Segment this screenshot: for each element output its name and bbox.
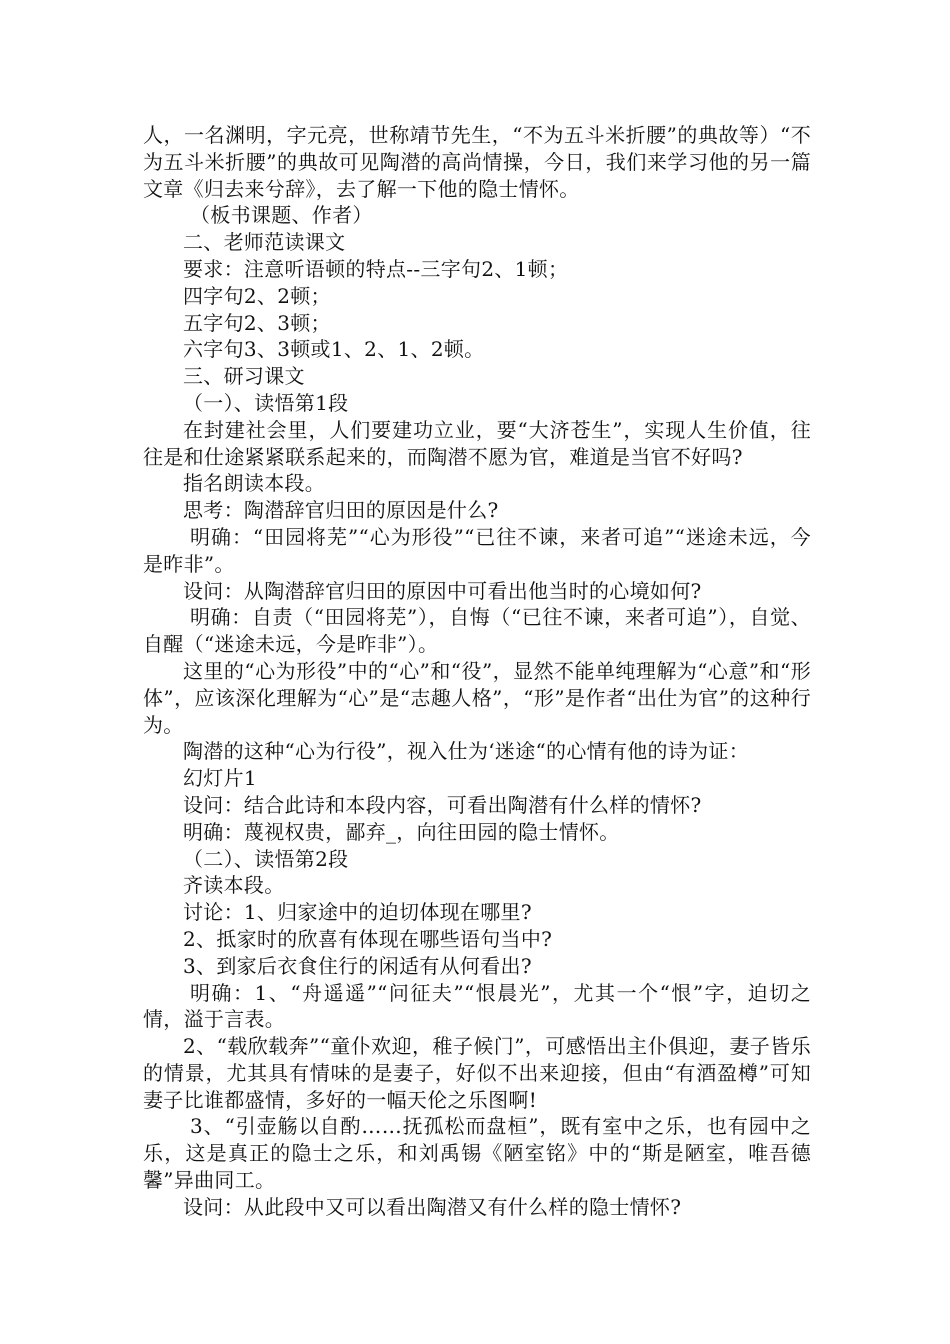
paragraph-clarify-3: 3、“引壶觞以自酌……抚孤松而盘桓”，既有室中之乐，也有园中之乐，这是真正的隐士之乐，和刘禹锡《陋室铭》中的“斯是陋室，唯吾德馨”异曲同工。 bbox=[143, 1114, 811, 1193]
paragraph-read-aloud: 指名朗读本段。 bbox=[183, 471, 326, 496]
paragraph-feudal-society: 在封建社会里，人们要建功立业，要“大济苍生”，实现人生价值，往往是和仕途紧紧联系起来的，而陶潜不愿为官，难道是当官不好吗? bbox=[143, 417, 811, 469]
paragraph-question-mood: 设问：从陶潜辞官归田的原因中可看出他当时的心境如何? bbox=[183, 578, 702, 603]
paragraph-clarify-1: 明确：1、“舟遥遥”“问征夫”“恨晨光”，尤其一个“恨”字，迫切之情，溢于言表。 bbox=[143, 980, 811, 1032]
paragraph-discussion-3: 3、到家后衣食住行的闲适有从何看出? bbox=[183, 953, 532, 978]
subsection-heading-paragraph-2: （二）、读悟第2段 bbox=[183, 846, 349, 871]
paragraph-four-char: 四字句2、2顿； bbox=[183, 283, 331, 308]
paragraph-board-note: （板书课题、作者） bbox=[190, 203, 373, 228]
section-heading-teacher-reading: 二、老师范读课文 bbox=[183, 230, 346, 255]
paragraph-clarify-mood: 明确：自责（“田园将芜”），自悔（“已往不谏，来者可追”），自觉、自醒（“迷途未远，今是昨非”）。 bbox=[143, 605, 811, 657]
paragraph-clarify-2: 2、“载欣载奔”“童仆欢迎，稚子候门”，可感悟出主仆俱迎，妻子皆乐的情景，尤其具有情味的是妻子，好似不出来迎接，但由“有酒盈樽”可知妻子比谁都盛情，多好的一幅天伦之乐图啊! bbox=[143, 1034, 811, 1112]
paragraph-question-feelings: 设问：结合此诗和本段内容，可看出陶潜有什么样的情怀? bbox=[183, 792, 702, 817]
section-heading-study-text: 三、研习课文 bbox=[183, 364, 305, 389]
paragraph-heart-form: 这里的“心为形役”中的“心”和“役”，显然不能单纯理解为“心意”和“形体”，应该深化理解为“心”是“志趣人格”，“形”是作者“出仕为官”的这种行为。 bbox=[143, 658, 811, 737]
paragraph-question-hermit: 设问：从此段中又可以看出陶潜又有什么样的隐士情怀? bbox=[183, 1194, 682, 1219]
paragraph-six-char: 六字句3、3顿或1、2、1、2顿。 bbox=[183, 337, 485, 362]
paragraph-read-together: 齐读本段。 bbox=[183, 873, 285, 898]
paragraph-requirement: 要求：注意听语顿的特点--三字句2、1顿； bbox=[183, 256, 569, 281]
paragraph-think-question: 思考：陶潜辞官归田的原因是什么? bbox=[183, 498, 499, 523]
paragraph-five-char: 五字句2、3顿； bbox=[183, 310, 331, 335]
paragraph-intro-continuation: 人，一名渊明，字元亮，世称靖节先生，“不为五斗米折腰”的典故等）“不为五斗米折腰”的典故可见陶潜的高尚情操，今日，我们来学习他的另一篇文章《归去来兮辞》，去了解一下他的隐士情怀。 bbox=[143, 123, 811, 201]
paragraph-poem-evidence: 陶潜的这种“心为行役”，视入仕为‘迷途“的心情有他的诗为证： bbox=[183, 739, 750, 764]
document-body bbox=[143, 122, 811, 1221]
paragraph-discussion-1: 讨论：1、归家途中的迫切体现在哪里? bbox=[183, 900, 532, 925]
subsection-heading-paragraph-1: （一）、读悟第1段 bbox=[183, 390, 349, 415]
paragraph-discussion-2: 2、抵家时的欣喜有体现在哪些语句当中? bbox=[183, 926, 553, 951]
paragraph-clarify-feelings: 明确：蔑视权贵，鄙弃_，向往田园的隐士情怀。 bbox=[183, 819, 620, 844]
paragraph-slide-1: 幻灯片1 bbox=[183, 766, 257, 791]
paragraph-clarify-reasons: 明确：“田园将芜”“心为形役”“已往不谏，来者可追”“迷途未远，今是昨非”。 bbox=[143, 524, 811, 576]
